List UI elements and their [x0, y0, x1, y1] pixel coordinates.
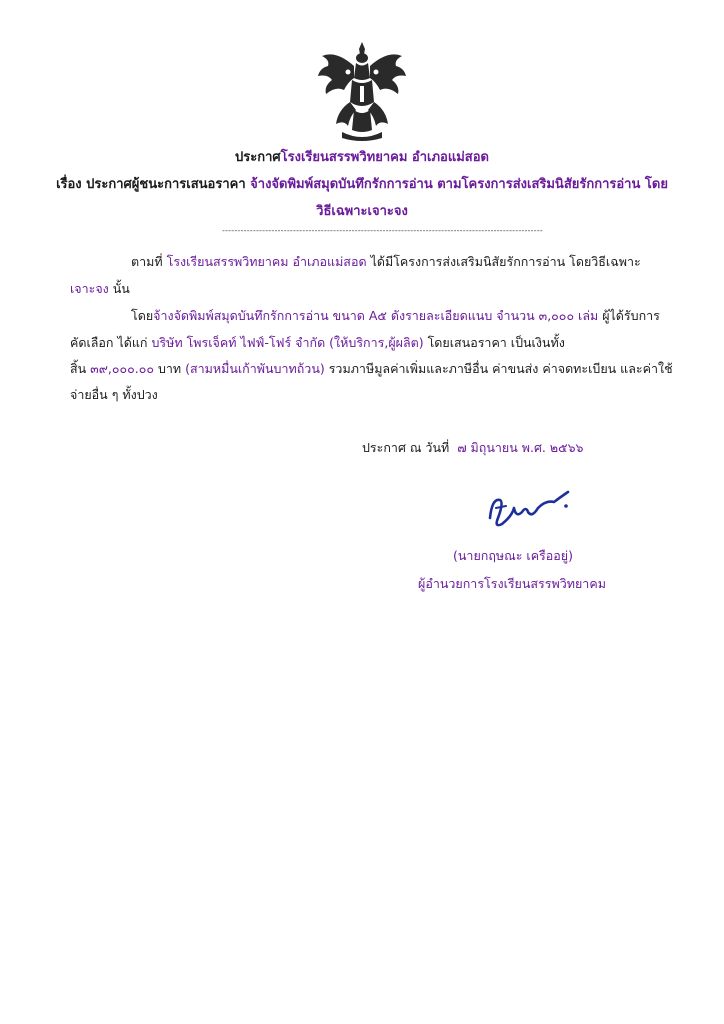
- paragraph-3: [70, 333, 565, 353]
- divider-rule: --------------------------------------------------------------------------------------------------------: [222, 226, 544, 235]
- p3-company: บริษัท โพรเจ็คท์ ไฟฟ์-โฟร์ จำกัด (ให้บริการ,ผู้ผลิต): [151, 335, 424, 350]
- paragraph-5: จ่ายอื่น ๆ ทั้งปวง: [70, 387, 158, 402]
- title-prefix: ประกาศ: [235, 150, 281, 165]
- p4-words: (สามหมื่นเก้าพันบาทถ้วน): [185, 361, 325, 376]
- garuda-emblem-icon: [316, 40, 408, 144]
- p2-item: จ้างจัดพิมพ์สมุดบันทึกรักการอ่าน ขนาด A๕ ดังรายละเอียดแนบ จำนวน ๓,๐๐๐ เล่ม: [153, 308, 599, 323]
- p4-unit: บาท: [153, 361, 186, 376]
- p1-text: ได้มีโครงการส่งเสริมนิสัยรักการอ่าน โดยวิธีเฉพาะ: [370, 254, 641, 269]
- signer-name: (นายกฤษณะ เครืออยู่): [453, 548, 573, 563]
- signature-icon: [482, 478, 574, 538]
- announce-date-line: [362, 438, 583, 458]
- p4-amount: ๓๙,๐๐๐.๐๐: [90, 361, 154, 376]
- signer-title: ผู้อำนวยการโรงเรียนสรรพวิทยาคม: [418, 576, 606, 591]
- subject-prefix: เรื่อง ประกาศผู้ชนะการเสนอราคา: [56, 177, 246, 192]
- paragraph-1: [131, 252, 641, 272]
- p2-text: ผู้ได้รับการ: [598, 308, 660, 323]
- p4-lead: สิ้น: [70, 361, 87, 376]
- school-name: โรงเรียนสรรพวิทยาคม อำเภอแม่สอด: [280, 150, 489, 165]
- p3-lead: คัดเลือก ได้แก่: [70, 335, 148, 350]
- p4-text: รวมภาษีมูลค่าเพิ่มและภาษีอื่น ค่าขนส่ง ค่าจดทะเบียน และค่าใช้: [324, 361, 673, 376]
- subject-project: จ้างจัดพิมพ์สมุดบันทึกรักการอ่าน ตามโครงการส่งเสริมนิสัยรักการอ่าน โดย: [250, 177, 668, 192]
- p2-lead: โดย: [131, 308, 154, 323]
- p3-text: โดยเสนอราคา เป็นเงินทั้ง: [423, 335, 565, 350]
- paragraph-4: [70, 359, 673, 379]
- paragraph-2: [131, 306, 660, 326]
- p1-end: นั้น: [108, 281, 130, 296]
- subject-method: วิธีเฉพาะเจาะจง: [316, 204, 408, 219]
- announcement-title: [0, 146, 724, 167]
- p1-lead: ตามที่: [131, 254, 163, 269]
- paragraph-1-cont: [70, 279, 130, 299]
- announce-prefix: ประกาศ ณ วันที่: [362, 440, 450, 455]
- p1-method: เจาะจง: [70, 281, 109, 296]
- announcement-subject: [0, 173, 724, 194]
- p1-org: โรงเรียนสรรพวิทยาคม อำเภอแม่สอด: [166, 254, 367, 269]
- announce-date: ๗ มิถุนายน พ.ศ. ๒๕๖๖: [457, 440, 584, 455]
